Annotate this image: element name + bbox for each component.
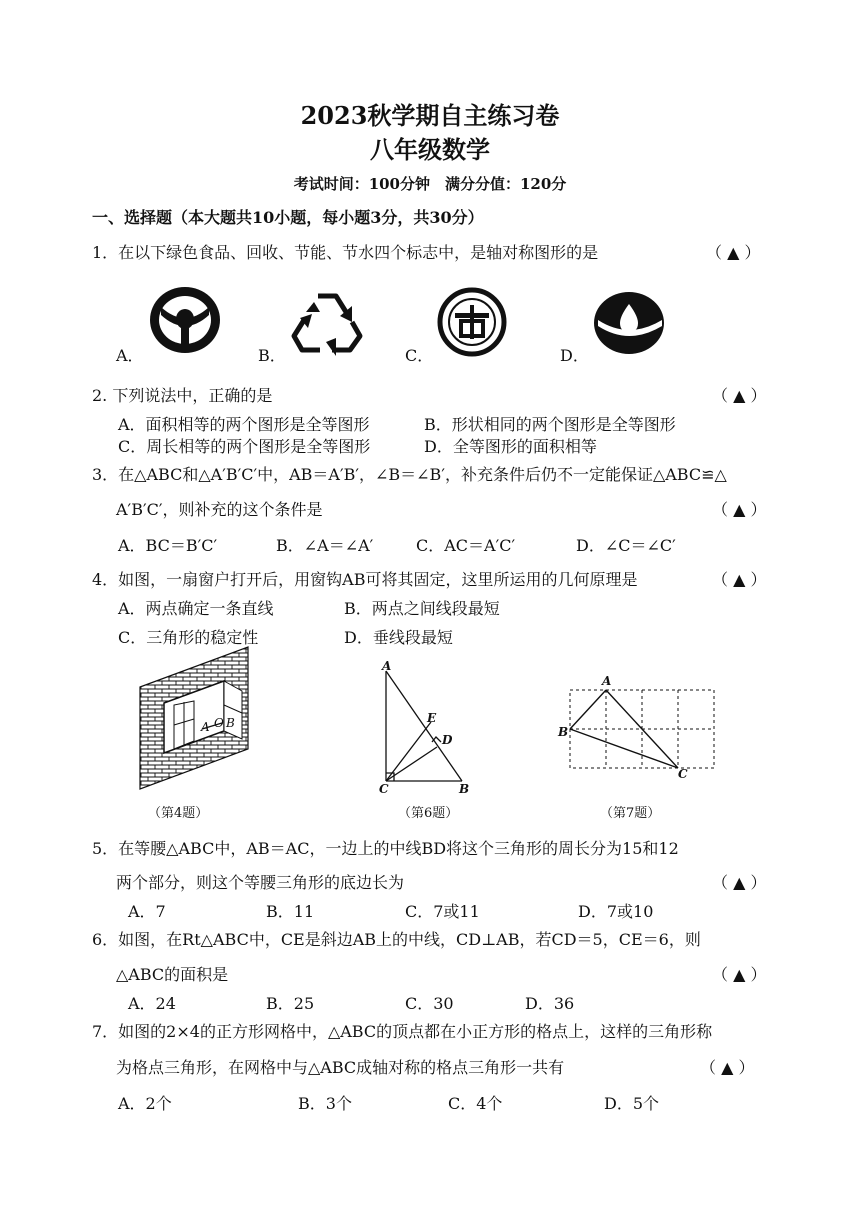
question-5-line-2: 两个部分，则这个等腰三角形的底边长为	[116, 873, 405, 892]
question-6-line-1: 6．如图，在Rt△ABC中，CE是斜边AB上的中线，CD⊥AB，若CD＝5，CE＝6，则	[92, 930, 701, 949]
fig6-label-e: E	[427, 711, 437, 725]
q5-option-a: A．7	[128, 902, 166, 921]
fig6-label-c: C	[379, 782, 389, 796]
q5-option-d: D．7或10	[578, 902, 654, 921]
q1-label-b: B．	[258, 346, 286, 365]
question-7-line-2: 为格点三角形，在网格中与△ABC成轴对称的格点三角形一共有	[116, 1058, 565, 1077]
question-4-answer-mark: （ ▲ ）	[712, 570, 767, 589]
paper-title: 2023秋学期自主练习卷	[300, 101, 560, 130]
question-4-text: 4．如图，一扇窗户打开后，用窗钩AB可将其固定，这里所运用的几何原理是	[92, 570, 638, 589]
figure-6-caption: （第6题）	[398, 806, 459, 821]
question-7-line-1: 7．如图的2×4的正方形网格中，△ABC的顶点都在小正方形的格点上，这样的三角形称	[92, 1022, 713, 1041]
q7-option-c: C．4个	[448, 1094, 503, 1113]
question-5-line-1: 5．在等腰△ABC中，AB＝AC，一边上的中线BD将这个三角形的周长分为15和12	[92, 839, 679, 858]
paper-subtitle: 八年级数学	[370, 135, 490, 164]
figure-4-window	[138, 645, 254, 789]
question-7-answer-mark: （ ▲ ）	[700, 1058, 755, 1077]
question-2-answer-mark: （ ▲ ）	[712, 386, 767, 405]
q3-option-b: B．∠A＝∠A′	[276, 536, 374, 555]
q6-option-b: B．25	[266, 994, 315, 1013]
water-saving-icon	[592, 290, 666, 356]
q2-option-c: C．周长相等的两个图形是全等图形	[118, 437, 371, 456]
q6-option-d: D．36	[525, 994, 575, 1013]
q3-option-c: C．AC＝A′C′	[416, 536, 516, 555]
recycle-icon	[290, 290, 364, 356]
q4-option-d: D．垂线段最短	[344, 628, 453, 647]
figure-4-caption: （第4题）	[148, 806, 209, 821]
exam-info: 考试时间：100分钟 满分分值：120分	[293, 175, 567, 193]
fig7-label-a: A	[602, 674, 612, 688]
q1-label-a: A．	[116, 346, 144, 365]
q7-option-d: D．5个	[604, 1094, 660, 1113]
fig4-label-b: B	[226, 716, 235, 730]
fig4-label-a: A	[201, 720, 210, 734]
q3-option-d: D．∠C＝∠C′	[576, 536, 676, 555]
q7-option-a: A．2个	[118, 1094, 172, 1113]
question-1-text: 1．在以下绿色食品、回收、节能、节水四个标志中，是轴对称图形的是	[92, 243, 599, 262]
question-3-answer-mark: （ ▲ ）	[712, 500, 767, 519]
fig7-label-c: C	[678, 767, 688, 781]
section-heading: 一、选择题（本大题共10小题，每小题3分，共30分）	[92, 208, 484, 227]
q2-option-a: A．面积相等的两个图形是全等图形	[118, 415, 370, 434]
question-2-text: 2. 下列说法中，正确的是	[92, 386, 273, 405]
fig7-label-b: B	[558, 725, 569, 739]
figure-7-caption: （第7题）	[600, 806, 661, 821]
question-3-line-1: 3．在△ABC和△A′B′C′中，AB＝A′B′，∠B＝∠B′，补充条件后仍不一定能保证△ABC≌△	[92, 465, 727, 484]
question-6-answer-mark: （ ▲ ）	[712, 965, 767, 984]
fig6-label-d: D	[442, 733, 453, 747]
q4-option-c: C．三角形的稳定性	[118, 628, 259, 647]
q2-option-b: B．形状相同的两个图形是全等图形	[424, 415, 676, 434]
q3-option-a: A．BC＝B′C′	[118, 536, 218, 555]
q1-label-c: C．	[405, 346, 434, 365]
question-3-line-2: A′B′C′，则补充的这个条件是	[116, 500, 323, 519]
energy-saving-icon	[437, 287, 507, 357]
figure-7-grid	[568, 686, 718, 772]
fig6-label-a: A	[382, 659, 392, 673]
question-1-answer-mark: （ ▲ ）	[706, 243, 761, 262]
q5-option-c: C．7或11	[405, 902, 480, 921]
fig4-label-o: O	[214, 716, 224, 730]
q2-option-d: D．全等图形的面积相等	[424, 437, 597, 456]
q4-option-a: A．两点确定一条直线	[118, 599, 274, 618]
q7-option-b: B．3个	[298, 1094, 352, 1113]
figure-6-triangle	[380, 665, 470, 785]
q5-option-b: B．11	[266, 902, 315, 921]
q6-option-a: A．24	[128, 994, 176, 1013]
question-6-line-2: △ABC的面积是	[116, 965, 229, 984]
q6-option-c: C．30	[405, 994, 454, 1013]
q4-option-b: B．两点之间线段最短	[344, 599, 500, 618]
question-5-answer-mark: （ ▲ ）	[712, 873, 767, 892]
green-food-icon	[147, 285, 223, 355]
q1-label-d: D．	[560, 346, 589, 365]
fig6-label-b: B	[459, 782, 470, 796]
